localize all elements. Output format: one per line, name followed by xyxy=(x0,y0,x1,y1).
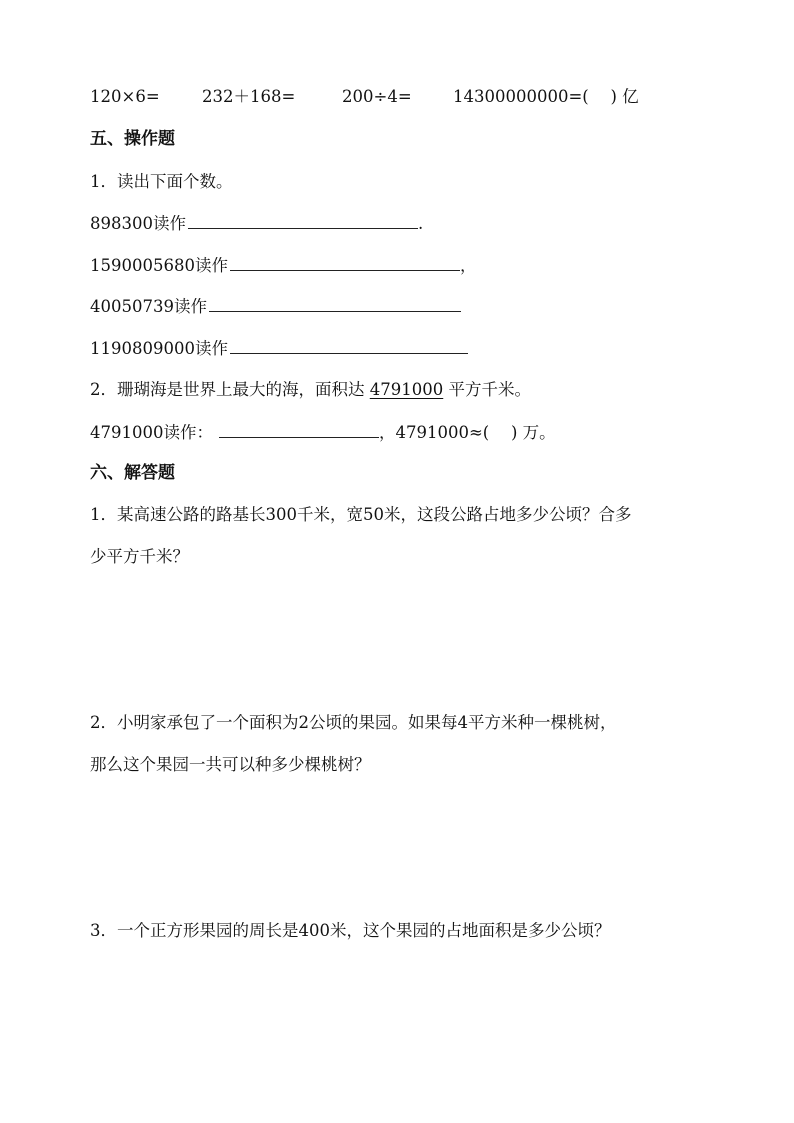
read-item-end: ， xyxy=(459,256,477,275)
s5-q2-prompt-pre: 2．珊瑚海是世界上最大的海，面积达 xyxy=(90,380,370,399)
calc-item-3: 200÷4= xyxy=(342,87,412,106)
s5-q2-prompt-post: 平方千米。 xyxy=(443,380,531,399)
answer-blank[interactable] xyxy=(230,254,460,271)
s5-q2-answer-line xyxy=(90,421,556,444)
read-item-number: 40050739读作 xyxy=(90,297,207,316)
read-item-4 xyxy=(90,337,468,360)
read-item-number: 1590005680读作 xyxy=(90,256,228,275)
s5-q2-line-mid: ，4791000≈( ) 万。 xyxy=(379,423,556,442)
s6-q2-line1: 2．小明家承包了一个面积为2公顷的果园。如果每4平方米种一棵桃树， xyxy=(90,713,617,732)
read-item-2 xyxy=(90,254,476,277)
calc-item-1: 120×6= xyxy=(90,87,160,106)
answer-blank[interactable] xyxy=(188,212,418,229)
s6-q1-line1: 1．某高速公路的路基长300千米，宽50米，这段公路占地多少公顷？合多 xyxy=(90,505,632,524)
calc-item-2: 232＋168= xyxy=(202,87,296,106)
s5-q2-prompt xyxy=(90,379,531,401)
answer-blank[interactable] xyxy=(209,295,461,312)
calc-item-4: 14300000000=( ) 亿 xyxy=(453,87,639,106)
s5-q2-line-pre: 4791000读作： xyxy=(90,423,213,442)
read-item-number: 1190809000读作 xyxy=(90,339,228,358)
section-6-heading: 六、解答题 xyxy=(90,463,175,483)
read-item-number: 898300读作 xyxy=(90,214,186,233)
s6-q2-line2: 那么这个果园一共可以种多少棵桃树？ xyxy=(90,755,371,774)
s5-q1-prompt: 1．读出下面个数。 xyxy=(90,172,233,191)
read-item-3 xyxy=(90,295,461,318)
section-5-heading: 五、操作题 xyxy=(90,129,175,149)
answer-blank[interactable] xyxy=(230,337,468,354)
read-item-end: . xyxy=(418,214,424,233)
answer-blank[interactable] xyxy=(219,421,379,438)
s6-q1-line2: 少平方千米？ xyxy=(90,547,189,566)
calc-row xyxy=(90,86,710,108)
read-item-1 xyxy=(90,212,423,235)
s6-q3: 3．一个正方形果园的周长是400米，这个果园的占地面积是多少公顷？ xyxy=(90,921,611,940)
s5-q2-number: 4791000 xyxy=(369,380,444,399)
